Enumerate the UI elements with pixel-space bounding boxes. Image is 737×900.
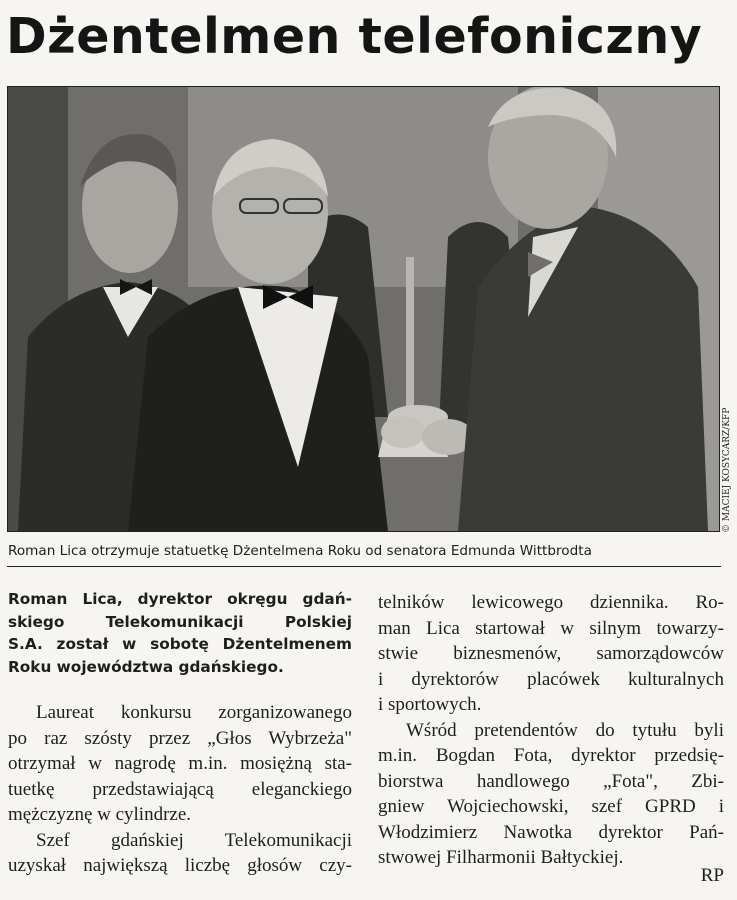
caption-rule [7, 566, 721, 567]
body-line: stwowej Filharmonii Bałtyckiej. [378, 847, 624, 868]
left-column [8, 588, 352, 879]
body-line: i dyrektorów placówek kulturalnych [378, 668, 724, 690]
body-line: tuetkę przedstawiającą eleganckiego [8, 778, 352, 800]
body-line: uzyskał największą liczbę głosów czy- [8, 855, 352, 876]
news-photo [7, 86, 720, 532]
lead-line: S.A. został w sobotę Dżentelmenem [8, 635, 352, 653]
body-line: po raz szósty przez „Głos Wybrzeża" [8, 727, 352, 749]
body-line: otrzymał w nagrodę m.in. mosiężną sta- [8, 753, 352, 774]
body-line: Szef gdańskiej Telekomunikacji [36, 829, 352, 851]
body-line: telników lewicowego dziennika. Ro- [378, 592, 724, 613]
body-line: Laureat konkursu zorganizowanego [36, 702, 352, 723]
lead-paragraph [8, 588, 352, 678]
body-paragraph [8, 700, 352, 879]
body-line: i sportowych. [378, 694, 482, 715]
lead-line: skiego Telekomunikacji Polskiej [8, 612, 352, 631]
body-line: m.in. Bogdan Fota, dyrektor przedsię- [378, 745, 724, 766]
right-column [378, 590, 724, 871]
lead-line: Roman Lica, dyrektor okręgu gdań- [8, 590, 352, 608]
body-line: mężczyznę w cylindrze. [8, 804, 192, 825]
author-signature: RP [700, 865, 724, 886]
photo-caption: Roman Lica otrzymuje statuetkę Dżentelmena Roku od senatora Edmunda Wittbrodta [8, 543, 592, 559]
body-line: Wśród pretendentów do tytułu byli [406, 719, 724, 741]
body-line: man Lica startował w silnym towarzy- [378, 617, 724, 639]
body-line: biorstwa handlowego „Fota", Zbi- [378, 770, 724, 792]
body-line: Włodzimierz Nawotka dyrektor Pań- [378, 821, 724, 843]
lead-line: Roku województwa gdańskiego. [8, 657, 284, 676]
headline: Dżentelmen telefoniczny [6, 8, 703, 65]
body-line: gniew Wojciechowski, szef GPRD i [378, 796, 724, 817]
body-line: stwie biznesmenów, samorządowców [378, 643, 724, 664]
